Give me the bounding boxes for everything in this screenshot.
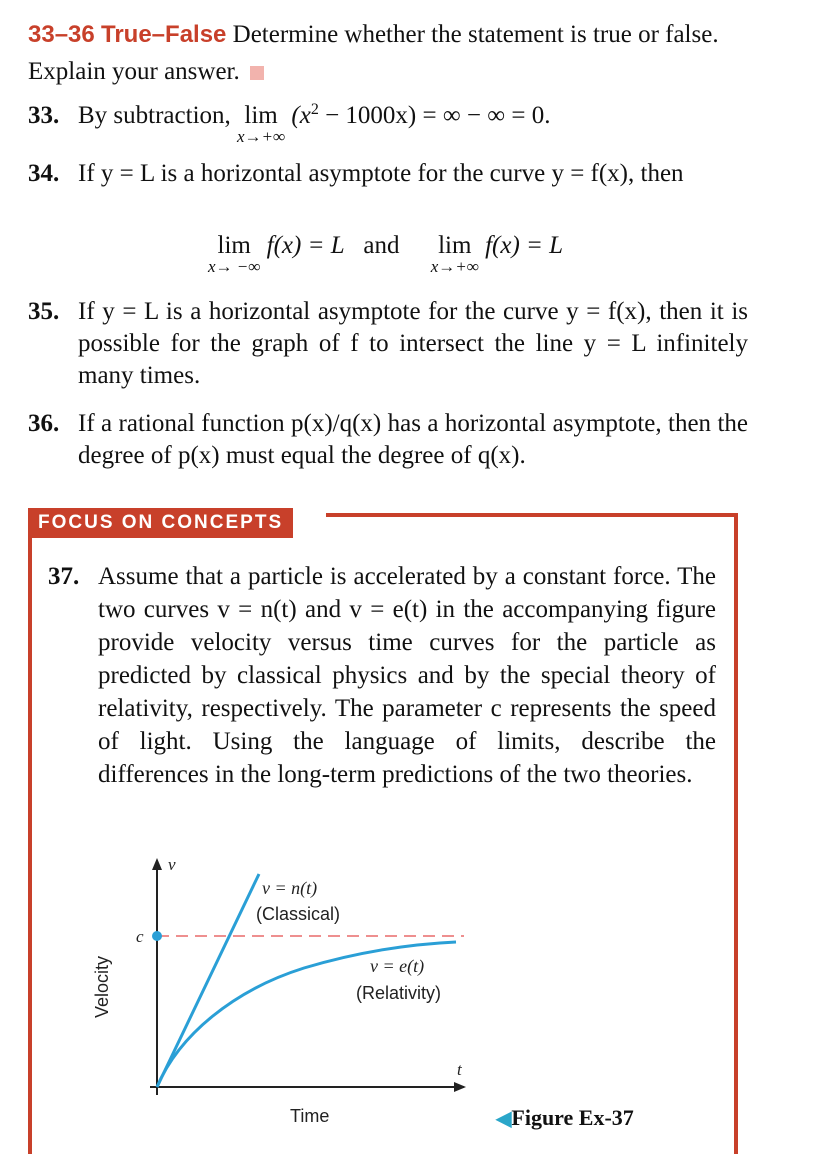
problem-number: 33. xyxy=(28,102,60,129)
marker-square-icon xyxy=(250,66,264,80)
limit-expression-rest: − 1000x) = ∞ − ∞ = 0. xyxy=(318,102,551,129)
exercise-type: True–False xyxy=(101,21,227,48)
limit-expression: (x xyxy=(291,102,311,129)
problem-number: 35. xyxy=(28,298,60,325)
problem-text: Assume that a particle is accelerated by a constant force. The two curves v = n(t) and v = e(t) in the accompanying figure provide velocity versus time curves for the particle as predicted by classical physics and by the special theory of relativity, respectively. The parameter c represents the speed of light. Using the language of limits, describe the differences in the long-term predictions of the two theories. xyxy=(98,563,716,788)
problem-text: If y = L is a horizontal asymptote for the curve y = f(x), then xyxy=(78,160,684,187)
exponent: 2 xyxy=(310,101,319,118)
c-label: c xyxy=(136,927,144,946)
problem-number: 34. xyxy=(28,160,60,187)
relativity-name: (Relativity) xyxy=(356,983,442,1003)
focus-box-right-border xyxy=(734,513,738,1154)
velocity-axis-title: Velocity xyxy=(92,955,112,1018)
focus-on-concepts-label: FOCUS ON CONCEPTS xyxy=(28,508,293,538)
focus-box-left-border xyxy=(28,538,32,1154)
x-axis-arrow-icon xyxy=(454,1082,466,1092)
problem-text: If a rational function p(x)/q(x) has a horizontal asymptote, then the degree of p(x) must equal the degree of q(x). xyxy=(78,410,748,469)
limit-subscript: x→+∞ xyxy=(237,127,286,146)
problem-number: 36. xyxy=(28,410,60,437)
classical-name: (Classical) xyxy=(256,904,341,924)
velocity-time-figure xyxy=(84,850,504,1140)
caption-triangle-icon: ◀ xyxy=(496,1108,512,1130)
time-axis-title: Time xyxy=(290,1106,330,1126)
limit-display: lim x→ −∞ f(x) = L and lim x→+∞ f(x) = L xyxy=(208,232,564,276)
classical-equation: v = n(t) xyxy=(262,878,318,898)
problem-37 xyxy=(48,560,716,791)
c-point xyxy=(152,931,162,941)
exercise-intro xyxy=(28,16,748,90)
classical-curve xyxy=(157,874,259,1087)
y-axis-arrow-icon xyxy=(152,858,162,870)
problem-33 xyxy=(28,100,748,144)
relativity-equation: v = e(t) xyxy=(370,956,425,976)
problem-34 xyxy=(28,158,748,276)
problem-35 xyxy=(28,296,748,392)
problem-text: By subtraction, xyxy=(78,102,231,129)
x-axis-label: t xyxy=(457,1060,462,1079)
problem-text: If y = L is a horizontal asymptote for the curve y = f(x), then it is possible for the graph of f to intersect the line y = L infinitely many times. xyxy=(78,298,748,389)
y-axis-label: v xyxy=(168,855,176,874)
figure-caption: ◀Figure Ex-37 xyxy=(496,1105,634,1130)
limit-operator: lim x→+∞ xyxy=(237,102,286,146)
problem-number: 37. xyxy=(48,563,80,590)
problem-36 xyxy=(28,408,748,472)
instruction-text: Determine whether the statement is true or false. Explain your answer. xyxy=(28,21,719,85)
focus-box-top-border xyxy=(326,513,736,517)
exercise-range: 33–36 xyxy=(28,21,95,48)
